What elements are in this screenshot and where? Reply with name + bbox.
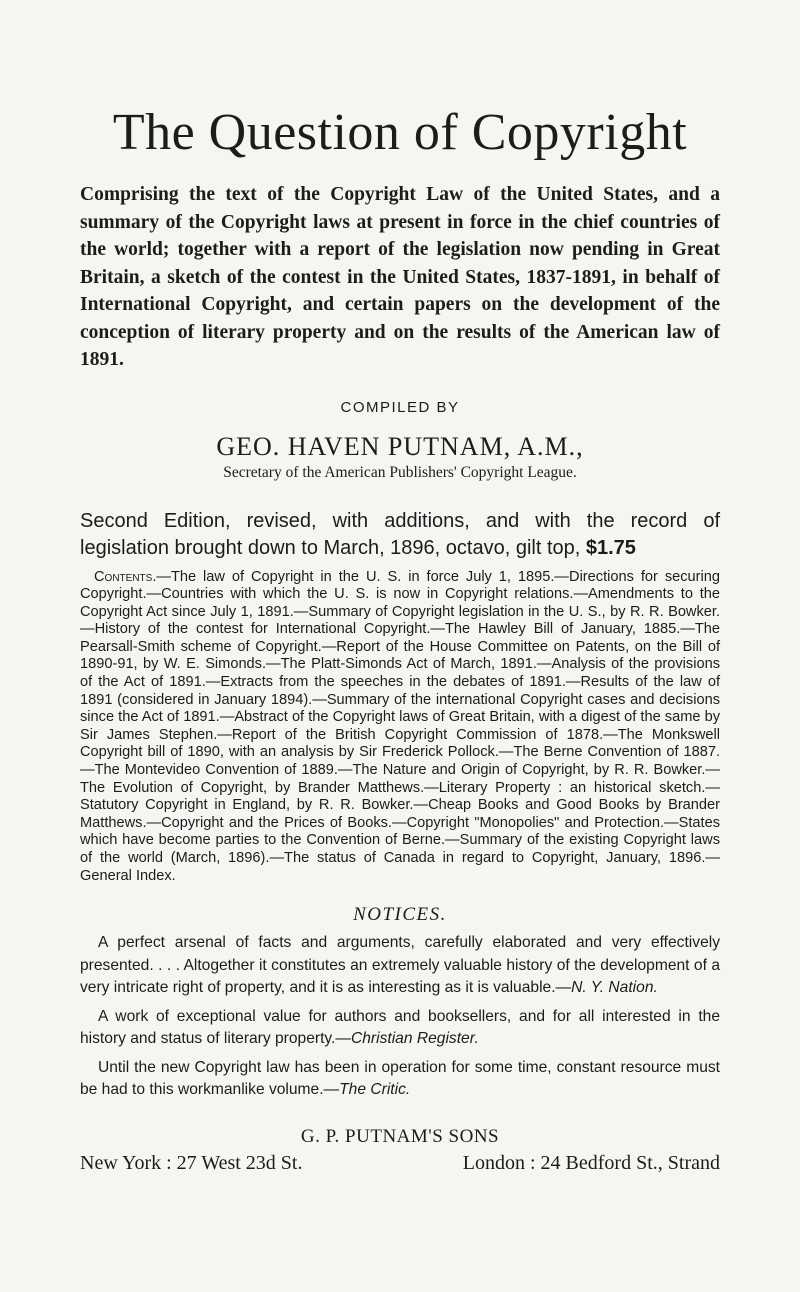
address-new-york: New York : 27 West 23d St.	[80, 1151, 303, 1174]
compiled-by-label: COMPILED BY	[340, 398, 460, 416]
address-london: London : 24 Bedford St., Strand	[462, 1151, 720, 1174]
notices-heading: NOTICES.	[353, 904, 447, 926]
notice-text: A perfect arsenal of facts and arguments, carefully elaborated and very effectively presented. . . . Altogether it constitutes an extremely valuable history of the development of a very intricate right of property, and it is as interesting as it is valuable.—	[80, 934, 720, 997]
contents-text: —The law of Copyright in the U. S. in force July 1, 1895.—Directions for securing Copyright.—Countries with which the U. S. is now in Copyright relations.—Amendments to the Copyright Act since July 1, 1891.—Summary of Copyright legislation in the U. S., by R. R. Bowker.—History of the contest for International Copyright.—The Hawley Bill of January, 1885.—The Pearsall-Smith scheme of Copyright.—Report of the House Committee on Patents, on the Bill of 1890-91, by W. E. Simonds.—The Platt-Simonds Act of March, 1891.—Analysis of the provisions of the Act of 1891.—Extracts from the speeches in the debates of 1891.—Results of the law of 1891 (considered in January 1894).—Summary of the international Copyright cases and decisions since the Act of 1891.—Abstract of the Copyright laws of Great Britain, with a digest of the same by Sir James Stephen.—Report of the British Copyright Commission of 1878.—The Monkswell Copyright bill of 1890, with an analysis by Sir Frederick Pollock.—The Berne Convention of 1887.—The Montevideo Convention of 1889.—The Nature and Origin of Copyright, by R. R. Bowker.—The Evolution of Copyright, by Brander Matthews.—Literary Property : an historical sketch.—Statutory Copyright in England, by R. R. Bowker.—Cheap Books and Good Books by Brander Matthews.—Copyright and the Prices of Books.—Copyright "Monopolies" and Protection.—States which have become parties to the Convention of Berne.—Summary of the existing Copyright laws of the world (March, 1896).—The status of Canada in regard to Copyright, January, 1896.—General Index.	[80, 568, 720, 884]
notice-source: N. Y. Nation.	[571, 979, 658, 997]
author-name: GEO. HAVEN PUTNAM, A.M.,	[216, 431, 584, 461]
publisher-name: G. P. PUTNAM'S SONS	[300, 1125, 500, 1147]
edition-info	[80, 508, 720, 562]
publisher-addresses	[80, 1152, 720, 1175]
edition-text: Second Edition, revised, with additions, and with the record of legislation brought down to March, 1896, octavo, gilt top,	[80, 509, 720, 559]
notice-text: A work of exceptional value for authors and booksellers, and for all interested in the history and status of literary property.—	[80, 1007, 720, 1048]
contents-label: Contents.	[94, 568, 157, 585]
author-affiliation: Secretary of the American Publishers' Copyright League.	[223, 463, 577, 481]
book-summary: Comprising the text of the Copyright Law of the United States, and a summary of the Copyright laws at present in force in the chief countries of the world; together with a report of the legislation now pending in Great Britain, a sketch of the contest in the United States, 1837-1891, in behalf of International Copyright, and certain papers on the development of the conception of literary property and on the results of the American law of 1891.	[80, 184, 720, 370]
notice-source: Christian Register.	[350, 1030, 479, 1048]
notice-2	[80, 1006, 720, 1051]
notice-text: Until the new Copyright law has been in operation for some time, constant resource must be had to this workmanlike volume.—	[80, 1058, 720, 1099]
notice-1	[80, 932, 720, 1000]
notice-3	[80, 1057, 720, 1102]
notice-source: The Critic.	[339, 1081, 411, 1099]
book-title: The Question of Copyright	[112, 104, 688, 161]
price: $1.75	[585, 536, 636, 559]
contents-paragraph	[80, 569, 720, 886]
